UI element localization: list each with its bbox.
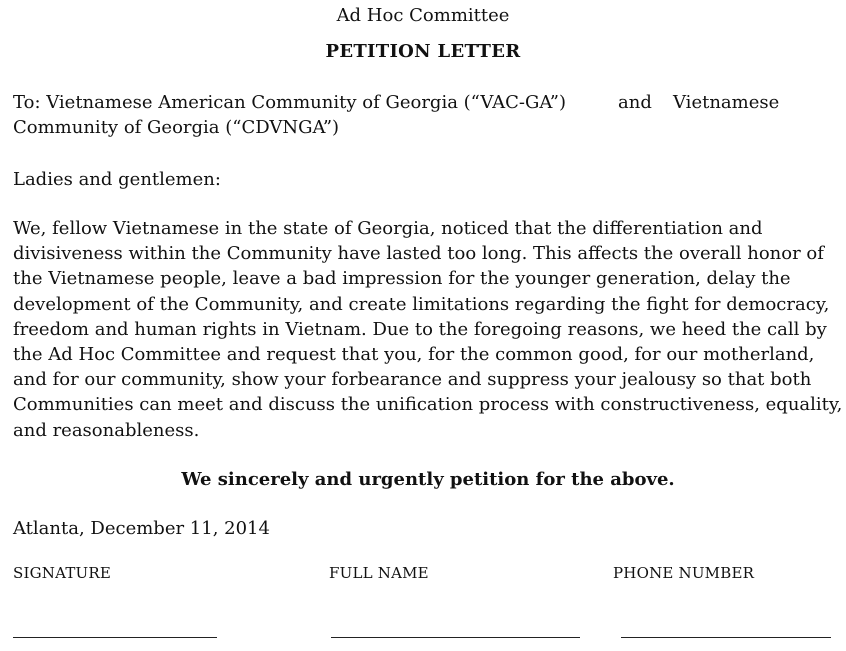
- phone-number-blank-line: [621, 637, 831, 638]
- closing-statement: We sincerely and urgently petition for the above.: [181, 469, 675, 490]
- petition-body: [13, 216, 843, 443]
- recipient-line-2: Community of Georgia (“CDVNGA”): [13, 117, 340, 138]
- body-line: and reasonableness.: [13, 419, 200, 441]
- recipient-line-1: [13, 90, 843, 115]
- body-line: development of the Community, and create limitations regarding the fight for democracy,: [13, 293, 830, 315]
- full-name-blank-line: [331, 637, 580, 638]
- body-line: the Vietnamese people, leave a bad impression for the younger generation, delay the: [13, 268, 791, 290]
- recipient-block: [13, 90, 843, 140]
- recipient-first-org: To: Vietnamese American Community of Georgia (“VAC-GA”): [13, 92, 566, 113]
- phone-number-column-label: PHONE NUMBER: [613, 564, 755, 582]
- salutation: Ladies and gentlemen:: [13, 169, 221, 190]
- committee-name: Ad Hoc Committee: [336, 5, 510, 26]
- body-line: and for our community, show your forbearance and suppress your jealousy so that both: [13, 369, 812, 391]
- document-title: PETITION LETTER: [325, 41, 521, 62]
- body-line: freedom and human rights in Vietnam. Due to the foregoing reasons, we heed the call by: [13, 318, 827, 340]
- body-line: We, fellow Vietnamese in the state of Georgia, noticed that the differentiation and: [13, 218, 763, 239]
- signature-blank-line: [13, 637, 217, 638]
- place-and-date: Atlanta, December 11, 2014: [13, 518, 270, 539]
- recipient-second-org-start: Vietnamese: [673, 92, 780, 113]
- body-line: divisiveness within the Community have lasted too long. This affects the overall honor of: [13, 243, 824, 265]
- recipient-conjunction: and: [618, 92, 652, 113]
- full-name-column-label: FULL NAME: [329, 564, 429, 582]
- signature-column-label: SIGNATURE: [13, 564, 112, 582]
- body-line: the Ad Hoc Committee and request that you, for the common good, for our motherland,: [13, 344, 815, 366]
- body-line: Communities can meet and discuss the unification process with constructiveness, equality,: [13, 394, 843, 416]
